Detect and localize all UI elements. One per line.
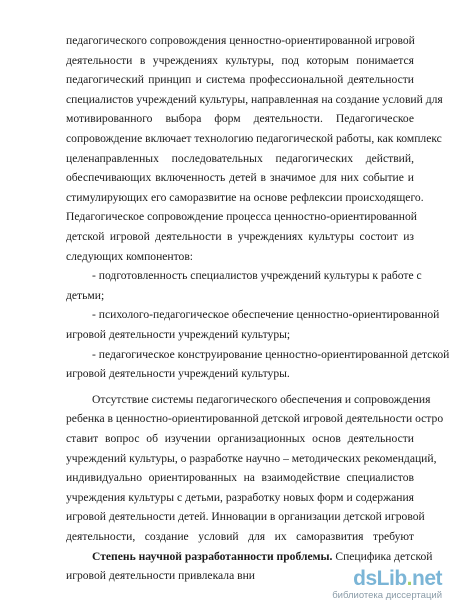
text-line: игровой деятельности привлекала вни [66,569,255,582]
text-line: обеспечивающих включенность детей в значимое для них событие и [66,171,414,184]
text-line: целенаправленных последовательных педагогических действий, [66,152,414,165]
text-line: мотивированного выбора форм деятельности. Педагогическое [66,112,414,125]
text-line: Отсутствие системы педагогического обеспечения и сопровождения [92,393,431,406]
dslib-watermark [326,567,444,603]
section-heading-line [92,550,433,564]
list-item: - педагогическое конструирование ценностно-ориентированной детской [92,348,450,361]
section-heading: Степень научной разработанности проблемы. [92,550,333,563]
text-line: Педагогическое сопровождение процесса ценностно-ориентированной [66,210,417,223]
text-line: специалистов учреждений культуры, направленная на создание условий для [66,93,443,106]
list-item: - психолого-педагогическое обеспечение ценностно-ориентированной [92,308,440,321]
list-item: - подготовленность специалистов учреждений культуры к работе с [92,269,422,282]
section-heading-rest: Специфика детской [332,550,433,563]
text-line: ребенка в ценностно-ориентированной детской игровой деятельности остро [66,412,444,425]
text-line: сопровождение включает технологию педагогической работы, как комплекс [66,132,442,145]
text-line: стимулирующих его саморазвитие на основе рефлексии происходящего. [66,191,424,204]
text-line: игровой деятельности детей. Инновации в организации детской игровой [66,510,425,523]
text-line: деятельности в учреждениях культуры, под которым понимается [66,54,414,67]
text-line: следующих компонентов: [66,250,194,263]
list-item-continuation: детьми; [66,289,105,302]
text-line: детской игровой деятельности в учреждениях культуры состоит из [66,230,414,243]
text-line: индивидуально ориентированных на взаимодействие специалистов [66,471,414,484]
text-line: педагогический принцип и система профессиональной деятельности [66,73,414,86]
text-line: деятельности, создание условий для их саморазвития требуют [66,530,414,543]
text-line: учреждений культуры, о разработке научно – методических рекомендаций, [66,452,437,465]
list-item-continuation: игровой деятельности учреждений культуры. [66,367,290,380]
list-item-continuation: игровой деятельности учреждений культуры; [66,328,291,341]
text-line: педагогического сопровождения ценностно-ориентированной игровой [66,34,415,47]
watermark-subtitle: библиотека диссертаций [332,590,442,601]
text-line: ставит вопрос об изучении организационных основ деятельности [66,432,414,445]
watermark-logo: dsLib.net [353,567,442,590]
text-line: учреждения культуры с детьми, разработку новых форм и содержания [66,491,414,504]
